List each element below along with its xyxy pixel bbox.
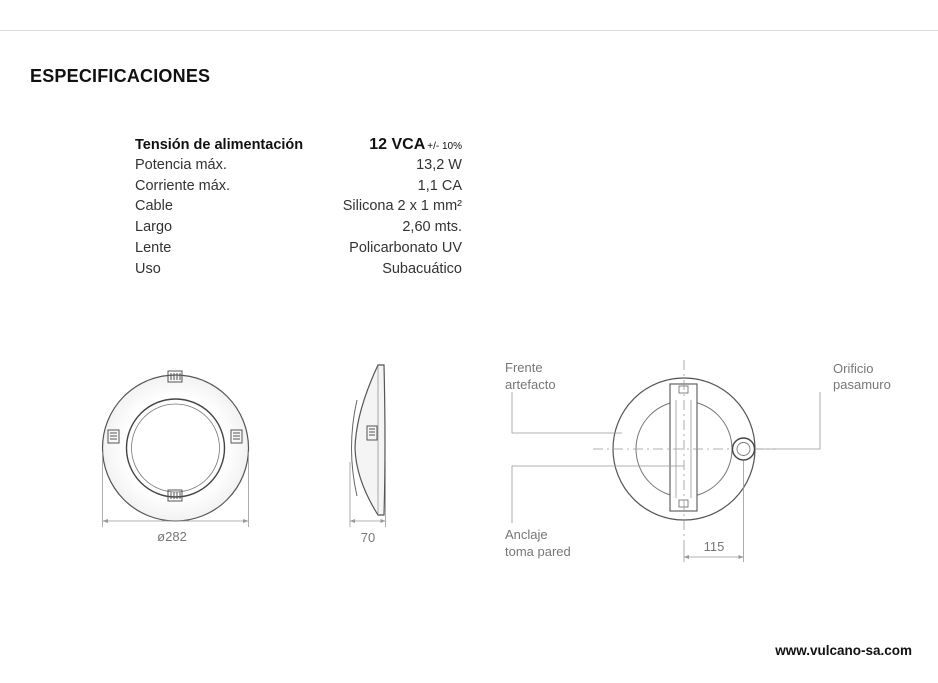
side-depth-label: 70 [360, 530, 376, 545]
spec-value: 1,1 CA [417, 177, 462, 194]
callout-frente-line1: Frente [505, 360, 543, 375]
side-view-drawing [350, 365, 386, 545]
callout-anclaje-line1: Anclaje [505, 527, 548, 542]
front-view-drawing [103, 371, 249, 544]
spec-label: Cable [135, 198, 173, 215]
footer-website-link[interactable]: www.vulcano-sa.com [775, 643, 912, 658]
spec-label: Largo [135, 219, 173, 236]
spec-label: Uso [135, 260, 161, 277]
spec-value: Policarbonato UV [349, 239, 462, 256]
spec-value-main: 12 VCA [369, 136, 426, 153]
callout-frente-line2: artefacto [505, 377, 556, 392]
callout-leader-orificio [755, 392, 820, 449]
front-diameter-label: ø282 [157, 529, 187, 544]
callout-leader-frente [512, 392, 622, 433]
installation-view-drawing [505, 360, 891, 562]
orificio-pasamuro [733, 438, 755, 460]
callout-anclaje-line2: toma pared [505, 544, 571, 559]
spec-value-note: +/- 10% [427, 141, 462, 152]
spec-value: 13,2 W [416, 156, 462, 173]
spec-label: Tensión de alimentación [135, 137, 304, 153]
callout-orificio-line2: pasamuro [833, 377, 891, 392]
offset-dimension-label: 115 [703, 539, 725, 554]
section-title: ESPECIFICACIONES [30, 66, 211, 86]
spec-label: Lente [135, 239, 172, 256]
spec-label: Corriente máx. [135, 177, 231, 194]
callout-orificio-line1: Orificio [833, 361, 874, 376]
mounting-bracket [670, 384, 697, 511]
front-lens-inner [132, 404, 220, 492]
spec-value: Subacuático [382, 260, 462, 277]
spec-value: 2,60 mts. [402, 219, 462, 236]
spec-value: Silicona 2 x 1 mm² [342, 198, 462, 215]
spec-label: Potencia máx. [135, 156, 227, 173]
